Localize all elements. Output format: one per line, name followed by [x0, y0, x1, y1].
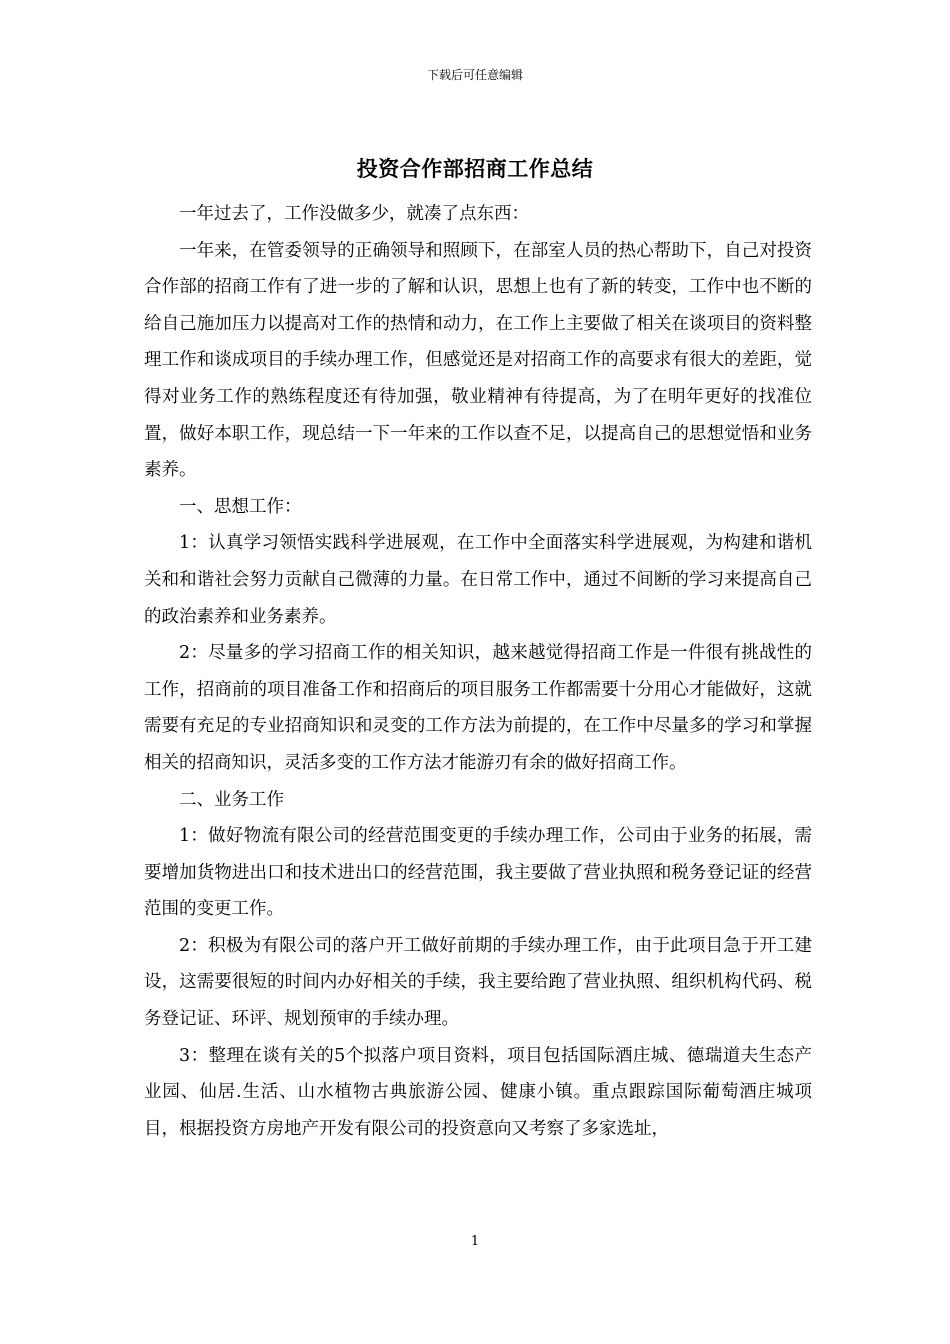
paragraph: 2：积极为有限公司的落户开工做好前期的手续办理工作，由于此项目急于开工建设，这需要很短的时间内办好相关的手续，我主要给跑了营业执照、组织机构代码、税务登记证、环评、规划预审的手续办理。: [144, 935, 812, 1030]
paragraph: 3：整理在谈有关的5个拟落户项目资料，项目包括国际酒庄城、德瑞道夫生态产业园、仙居.生活、山水植物古典旅游公园、健康小镇。重点跟踪国际葡萄酒庄城项目，根据投资方房地产开发有限公司的投资意向又考察了多家选址，: [144, 1045, 812, 1139]
paragraph: 1：做好物流有限公司的经营范围变更的手续办理工作，公司由于业务的拓展，需要增加货物进出口和技术进出口的经营范围，我主要做了营业执照和税务登记证的经营范围的变更工作。: [144, 826, 812, 920]
header-note: 下载后可任意编辑: [426, 68, 523, 82]
document-body: [144, 196, 812, 1147]
section-heading: 一、思想工作：: [179, 496, 302, 517]
paragraph: 1：认真学习领悟实践科学进展观，在工作中全面落实科学进展观，为构建和谐机关和和谐社会努力贡献自己微薄的力量。在日常工作中，通过不间断的学习来提高自己的政治素养和业务素养。: [144, 533, 812, 627]
document-title: 投资合作部招商工作总结: [356, 156, 594, 181]
paragraph: 一年过去了，工作没做多少，就凑了点东西：: [179, 204, 529, 224]
paragraph: 一年来，在管委领导的正确领导和照顾下，在部室人员的热心帮助下，自己对投资合作部的招商工作有了进一步的了解和认识，思想上也有了新的转变，工作中也不断的给自己施加压力以提高对工作的热情和动力，在工作上主要做了相关在谈项目的资料整理工作和谈成项目的手续办理工作，但感觉还是对招商工作的高要求有很大的差距，觉得对业务工作的熟练程度还有待加强，敬业精神有待提高，为了在明年更好的找准位置，做好本职工作，现总结一下一年来的工作以查不足，以提高自己的思想觉悟和业务素养。: [144, 240, 812, 481]
section-heading: 二、业务工作: [179, 789, 284, 810]
page-number: 1: [470, 1234, 480, 1249]
paragraph: 2：尽量多的学习招商工作的相关知识，越来越觉得招商工作是一件很有挑战性的工作，招商前的项目准备工作和招商后的项目服务工作都需要十分用心才能做好，这就需要有充足的专业招商知识和灵变的工作方法为前提的，在工作中尽量多的学习和掌握相关的招商知识，灵活多变的工作方法才能游刃有余的做好招商工作。: [144, 643, 812, 773]
